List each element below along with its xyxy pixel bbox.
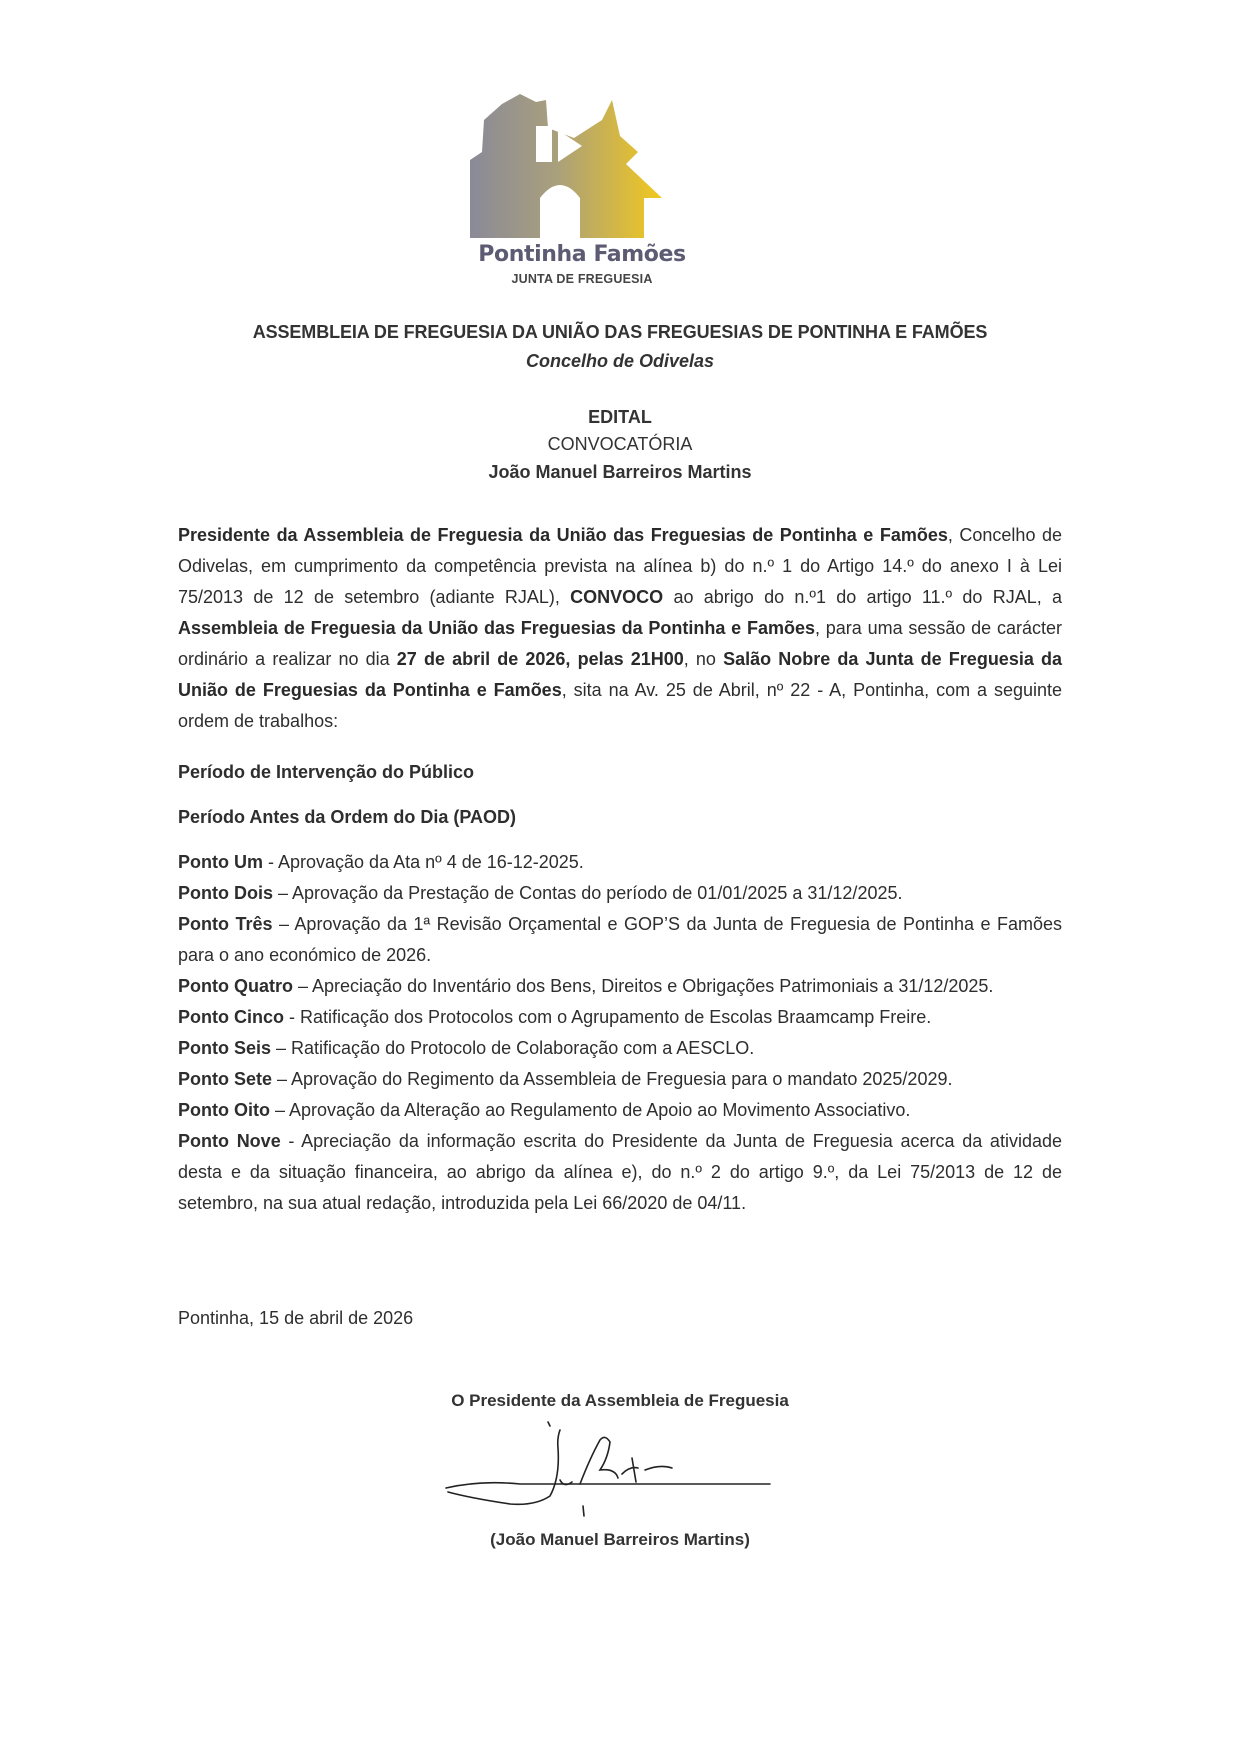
logo-subtitle: JUNTA DE FREGUESIA: [511, 272, 653, 286]
edital-heading: EDITAL: [588, 407, 652, 427]
agenda-point: [178, 1064, 1062, 1095]
agenda-points: [178, 847, 1062, 1219]
president-name-heading: João Manuel Barreiros Martins: [488, 462, 752, 482]
intro-text-2: ao abrigo do n.º1 do artigo 11.º do RJAL, a: [663, 587, 1062, 607]
point-label: Ponto Oito: [178, 1100, 270, 1120]
intro-text-5: , sita na Av. 25 de Abril, nº 22 - A, Pontinha, com a seguinte ordem de trabalhos:: [178, 680, 1063, 731]
logo-building-icon: [462, 90, 702, 250]
point-text: – Apreciação do Inventário dos Bens, Direitos e Obrigações Patrimoniais a 31/12/2025.: [293, 976, 994, 996]
point-label: Ponto Cinco: [178, 1007, 284, 1027]
intro-bold-assembly: Assembleia de Freguesia da União das Freguesias da Pontinha e Famões: [178, 618, 815, 638]
point-label: Ponto Seis: [178, 1038, 272, 1058]
agenda-point: [178, 847, 1062, 878]
point-label: Ponto Um: [178, 852, 263, 872]
agenda-point: [178, 909, 1062, 971]
point-text: - Apreciação da informação escrita do Presidente da Junta de Freguesia acerca da atividade desta e da situação financeira, ao abrigo da alínea e), do n.º 2 do artigo 9.º, da Lei 75/2013 de 12 de setembro, na sua atual redação, introduzida pela Lei 66/2020 de 04/11.: [178, 1131, 1062, 1213]
intro-bold-president: Presidente da Assembleia de Freguesia da União das Freguesias de Pontinha e Famões: [178, 525, 948, 545]
point-text: – Aprovação da Alteração ao Regulamento de Apoio ao Movimento Associativo.: [269, 1100, 911, 1120]
point-text: – Ratificação do Protocolo de Colaboração com a AESCLO.: [271, 1038, 755, 1058]
handwritten-signature: [440, 1418, 800, 1528]
point-label: Ponto Sete: [178, 1069, 273, 1089]
logo-name: Pontinha Famões: [478, 242, 686, 267]
point-label: Ponto Quatro: [178, 976, 293, 996]
intro-bold-venue: Salão Nobre da Junta de Freguesia da União de Freguesias da Pontinha e Famões: [178, 649, 1062, 700]
intro-paragraph: [178, 520, 1062, 737]
agenda-point: [178, 971, 1062, 1002]
point-label: Ponto Nove: [178, 1131, 281, 1151]
place-date: Pontinha, 15 de abril de 2026: [178, 1308, 414, 1328]
assembly-title: ASSEMBLEIA DE FREGUESIA DA UNIÃO DAS FREGUESIAS DE PONTINHA E FAMÕES: [252, 322, 988, 342]
period-public: Período de Intervenção do Público: [178, 762, 475, 782]
agenda-point: [178, 1033, 1062, 1064]
agenda-point: [178, 1002, 1062, 1033]
point-text: - Ratificação dos Protocolos com o Agrupamento de Escolas Braamcamp Freire.: [284, 1007, 932, 1027]
intro-text-4: , no: [683, 649, 724, 669]
signature-name: (João Manuel Barreiros Martins): [490, 1530, 750, 1549]
agenda-point: [178, 878, 1062, 909]
intro-text-3: , para uma sessão de carácter ordinário a realizar no dia: [178, 618, 1062, 669]
agenda-point: [178, 1126, 1062, 1219]
convocatoria-heading: CONVOCATÓRIA: [547, 434, 693, 454]
period-paod: Período Antes da Ordem do Dia (PAOD): [178, 807, 517, 827]
intro-bold-date: 27 de abril de 2026, pelas 21H00: [396, 649, 684, 669]
logo: [462, 90, 702, 290]
point-text: – Aprovação da 1ª Revisão Orçamental e GOP’S da Junta de Freguesia de Pontinha e Famões para o ano económico de 2026.: [178, 914, 1062, 965]
point-text: - Aprovação da Ata nº 4 de 16-12-2025.: [263, 852, 584, 872]
intro-bold-convoco: CONVOCO: [570, 587, 664, 607]
council-name: Concelho de Odivelas: [525, 351, 715, 371]
point-text: – Aprovação da Prestação de Contas do período de 01/01/2025 a 31/12/2025.: [273, 883, 903, 903]
intro-text-1: , Concelho de Odivelas, em cumprimento da competência prevista na alínea b) do n.º 1 do Artigo 14.º do anexo I à Lei 75/2013 de 12 de setembro (adiante RJAL),: [178, 525, 1062, 607]
point-text: – Aprovação do Regimento da Assembleia de Freguesia para o mandato 2025/2029.: [272, 1069, 953, 1089]
point-label: Ponto Dois: [178, 883, 273, 903]
agenda-point: [178, 1095, 1062, 1126]
signature-role: O Presidente da Assembleia de Freguesia: [451, 1391, 789, 1410]
point-label: Ponto Três: [178, 914, 273, 934]
